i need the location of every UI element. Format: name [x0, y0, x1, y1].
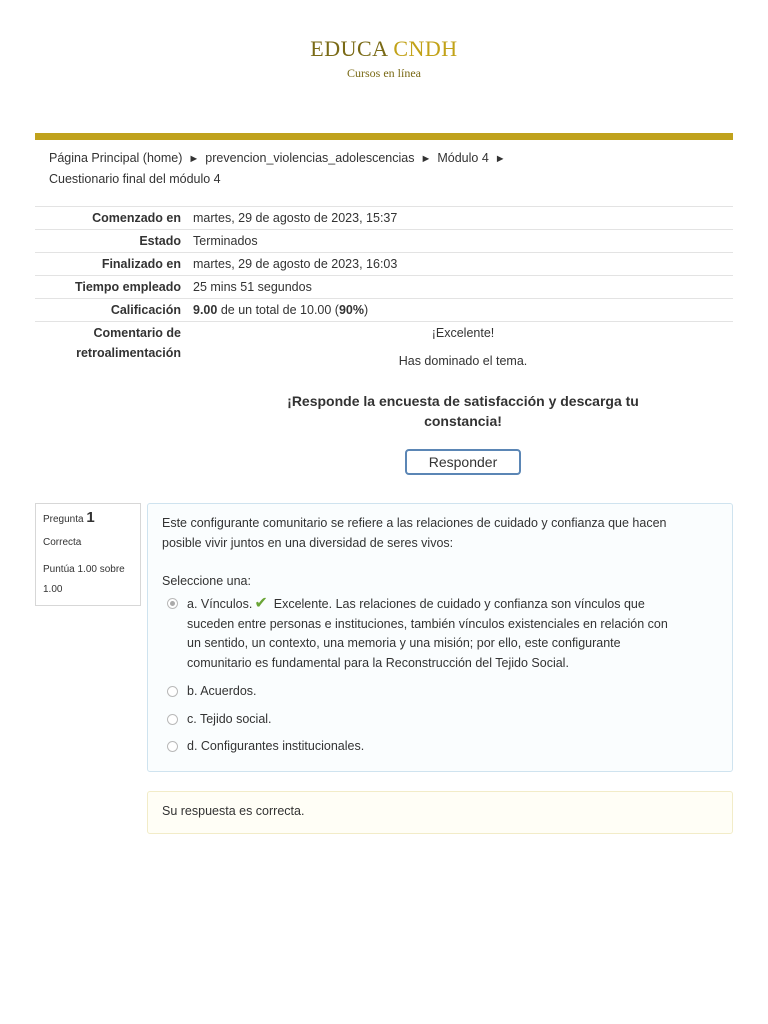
- option-feedback-line: suceden entre personas e instituciones, también vínculos existenciales en relación con: [187, 616, 668, 631]
- summary-label: Finalizado en: [35, 253, 193, 276]
- feedback-label-line: Comentario de: [93, 326, 181, 340]
- summary-row-time: [35, 276, 733, 299]
- summary-row-started: [35, 207, 733, 230]
- breadcrumb-course[interactable]: prevencion_violencias_adolescencias: [205, 151, 415, 165]
- option-label: b. Acuerdos.: [187, 684, 257, 698]
- summary-value: 25 mins 51 segundos: [193, 276, 733, 299]
- summary-value: martes, 29 de agosto de 2023, 16:03: [193, 253, 733, 276]
- site-logo[interactable]: [0, 36, 768, 62]
- option-label: d. Configurantes institucionales.: [187, 739, 365, 753]
- question-info-box: [35, 503, 141, 606]
- question-content-box: [147, 503, 733, 772]
- question-text-line: posible vivir juntos en una diversidad de seres vivos:: [162, 536, 454, 550]
- question-text-line: Este configurante comunitario se refiere a las relaciones de cuidado y confianza que hacen: [162, 516, 667, 530]
- radio-selected-icon[interactable]: [167, 598, 178, 609]
- grade-score: 9.00: [193, 303, 218, 317]
- brand-word-educa: EDUCA: [310, 36, 388, 61]
- summary-label: Comenzado en: [35, 207, 193, 230]
- summary-row-feedback: [35, 322, 733, 477]
- radio-icon[interactable]: [167, 741, 178, 752]
- question-grade-line: Puntúa 1.00 sobre: [43, 564, 125, 575]
- summary-value: [193, 322, 733, 477]
- site-header: [0, 36, 768, 81]
- answer-option-a[interactable]: [162, 594, 718, 673]
- question-label: Pregunta: [43, 514, 84, 525]
- answer-prompt: Seleccione una:: [162, 574, 251, 588]
- breadcrumb-separator-icon: ►: [188, 153, 200, 165]
- summary-label: Estado: [35, 230, 193, 253]
- breadcrumb-quiz[interactable]: Cuestionario final del módulo 4: [49, 172, 221, 186]
- question-grade-line: 1.00: [43, 584, 63, 595]
- option-label: c. Tejido social.: [187, 711, 272, 726]
- brand-word-cndh: CNDH: [393, 36, 458, 61]
- summary-row-grade: [35, 299, 733, 322]
- feedback-mastered: Has dominado el tema.: [398, 354, 528, 368]
- summary-row-finished: [35, 253, 733, 276]
- checkmark-icon: ✔: [254, 595, 268, 612]
- radio-icon[interactable]: [167, 714, 178, 725]
- summary-label: Tiempo empleado: [35, 276, 193, 299]
- question-number-value: 1: [86, 509, 95, 526]
- radio-icon[interactable]: [167, 686, 178, 697]
- summary-value: martes, 29 de agosto de 2023, 15:37: [193, 207, 733, 230]
- attempt-summary-table: [35, 206, 733, 476]
- answer-option-d[interactable]: [162, 737, 718, 757]
- answer-option-b[interactable]: [162, 682, 718, 702]
- grade-percent: 90%: [338, 303, 365, 317]
- grade-text: de un total de 10.00 (: [220, 303, 339, 317]
- question-grade: [43, 560, 133, 600]
- breadcrumb-home[interactable]: Página Principal (home): [49, 151, 183, 165]
- answer-outcome: Su respuesta es correcta.: [147, 791, 733, 834]
- option-feedback-line: un sentido, un contexto, una memoria y una misión; por ello, este configurante: [187, 636, 621, 650]
- option-feedback-line: Excelente. Las relaciones de cuidado y confianza son vínculos que: [273, 597, 645, 611]
- survey-line: constancia!: [424, 413, 502, 429]
- feedback-content: [193, 323, 733, 475]
- header-divider: [35, 133, 733, 140]
- summary-row-state: [35, 230, 733, 253]
- feedback-label-line: retroalimentación: [76, 346, 181, 360]
- question-state: Correcta: [43, 537, 82, 548]
- summary-value: Terminados: [193, 230, 733, 253]
- option-label: a. Vínculos.: [187, 597, 253, 611]
- summary-label: [35, 322, 193, 477]
- grade-text-end: ): [364, 303, 369, 317]
- question-number: [43, 510, 133, 528]
- survey-line: ¡Responde la encuesta de satisfacción y descarga tu: [287, 393, 639, 409]
- feedback-excellent: ¡Excelente!: [431, 326, 495, 340]
- respond-button[interactable]: Responder: [405, 449, 521, 475]
- summary-value: [193, 299, 733, 322]
- option-feedback-line: comunitario es fundamental para la Reconstrucción del Tejido Social.: [187, 655, 569, 670]
- question-text: [162, 513, 718, 553]
- breadcrumb-separator-icon: ►: [420, 153, 432, 165]
- site-subtitle: Cursos en línea: [347, 66, 421, 80]
- summary-label: Calificación: [35, 299, 193, 322]
- breadcrumb-separator-icon: ►: [494, 153, 506, 165]
- breadcrumb-module[interactable]: Módulo 4: [437, 151, 489, 165]
- survey-call-to-action: [193, 391, 733, 431]
- answer-option-c[interactable]: [162, 710, 718, 730]
- breadcrumb: [49, 148, 729, 189]
